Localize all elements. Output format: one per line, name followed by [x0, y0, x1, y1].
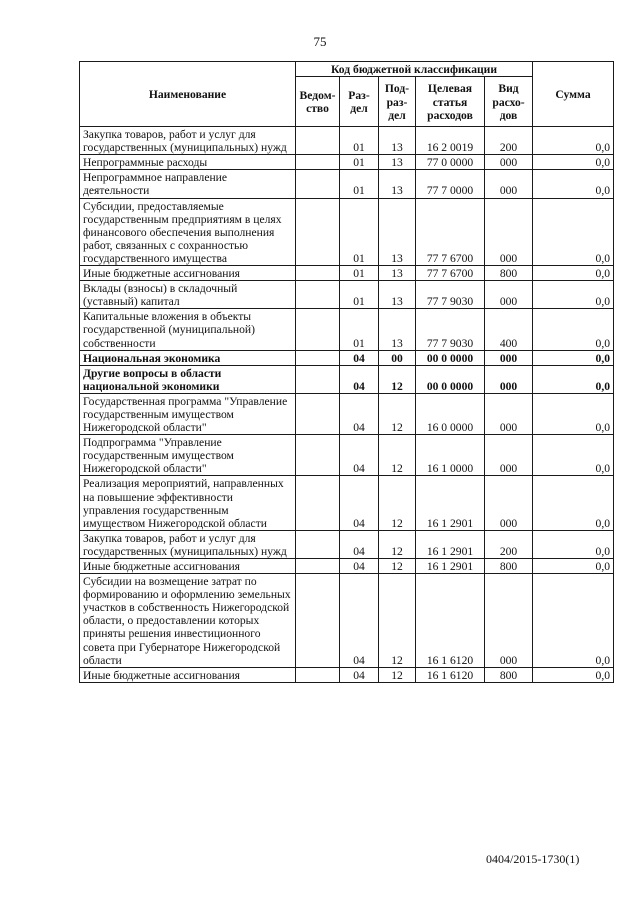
row-celevaya: 77 7 6700	[416, 198, 485, 265]
table-body	[80, 127, 614, 683]
row-podrazdel: 13	[379, 281, 416, 309]
table-row	[80, 198, 614, 265]
row-podrazdel: 13	[379, 127, 416, 155]
row-vid: 000	[485, 155, 533, 170]
row-vid: 200	[485, 127, 533, 155]
row-sum: 0,0	[533, 559, 614, 574]
table-row	[80, 574, 614, 668]
row-vid: 800	[485, 266, 533, 281]
row-podrazdel: 12	[379, 667, 416, 682]
row-name: Закупка товаров, работ и услуг для государственных (муниципальных) нужд	[80, 127, 296, 155]
table-row	[80, 350, 614, 365]
row-vid: 800	[485, 559, 533, 574]
row-vid: 400	[485, 309, 533, 350]
row-razdel: 04	[340, 476, 379, 530]
table-row	[80, 559, 614, 574]
header-sum: Сумма	[533, 62, 614, 127]
row-name: Иные бюджетные ассигнования	[80, 667, 296, 682]
row-razdel: 01	[340, 127, 379, 155]
row-sum: 0,0	[533, 476, 614, 530]
header-vedomstvo: Ведом-ство	[296, 77, 340, 127]
row-podrazdel: 12	[379, 530, 416, 558]
document-code: 0404/2015-1730(1)	[486, 852, 580, 866]
table-row	[80, 170, 614, 198]
row-sum: 0,0	[533, 574, 614, 668]
row-sum: 0,0	[533, 155, 614, 170]
row-vedomstvo	[296, 170, 340, 198]
page-number: 75	[313, 34, 327, 49]
row-vedomstvo	[296, 393, 340, 434]
row-podrazdel: 13	[379, 309, 416, 350]
row-vid: 000	[485, 365, 533, 393]
row-celevaya: 77 7 9030	[416, 281, 485, 309]
row-name: Вклады (взносы) в складочный (уставный) капитал	[80, 281, 296, 309]
row-vid: 000	[485, 281, 533, 309]
row-vid: 000	[485, 393, 533, 434]
row-name: Национальная экономика	[80, 350, 296, 365]
row-razdel: 04	[340, 530, 379, 558]
row-name: Подпрограмма "Управление государственным имуществом Нижегородской области"	[80, 435, 296, 476]
table-row	[80, 281, 614, 309]
row-sum: 0,0	[533, 127, 614, 155]
row-vedomstvo	[296, 476, 340, 530]
table-row	[80, 476, 614, 530]
row-vedomstvo	[296, 350, 340, 365]
row-razdel: 04	[340, 435, 379, 476]
row-celevaya: 16 2 0019	[416, 127, 485, 155]
row-vid: 000	[485, 198, 533, 265]
row-vedomstvo	[296, 155, 340, 170]
row-podrazdel: 00	[379, 350, 416, 365]
table-row	[80, 667, 614, 682]
row-celevaya: 16 0 0000	[416, 393, 485, 434]
row-sum: 0,0	[533, 198, 614, 265]
table-row	[80, 435, 614, 476]
table-row	[80, 309, 614, 350]
row-name: Иные бюджетные ассигнования	[80, 266, 296, 281]
row-sum: 0,0	[533, 365, 614, 393]
row-name: Иные бюджетные ассигнования	[80, 559, 296, 574]
row-vedomstvo	[296, 574, 340, 668]
table-row	[80, 365, 614, 393]
row-vedomstvo	[296, 365, 340, 393]
table-row	[80, 266, 614, 281]
row-sum: 0,0	[533, 281, 614, 309]
row-vid: 000	[485, 476, 533, 530]
row-razdel: 01	[340, 170, 379, 198]
row-vid: 200	[485, 530, 533, 558]
table-row	[80, 155, 614, 170]
row-celevaya: 77 0 0000	[416, 155, 485, 170]
row-sum: 0,0	[533, 393, 614, 434]
row-razdel: 01	[340, 155, 379, 170]
row-podrazdel: 13	[379, 170, 416, 198]
row-vid: 000	[485, 435, 533, 476]
header-celevaya: Целевая статья расходов	[416, 77, 485, 127]
row-vid: 000	[485, 170, 533, 198]
table-row	[80, 530, 614, 558]
row-razdel: 01	[340, 281, 379, 309]
table-row	[80, 393, 614, 434]
row-podrazdel: 13	[379, 155, 416, 170]
row-name: Государственная программа "Управление государственным имуществом Нижегородской области"	[80, 393, 296, 434]
row-vid: 000	[485, 574, 533, 668]
row-name: Реализация мероприятий, направленных на повышение эффективности управления государственным имуществом Нижегородской области	[80, 476, 296, 530]
row-vid: 000	[485, 350, 533, 365]
row-vedomstvo	[296, 530, 340, 558]
row-razdel: 04	[340, 365, 379, 393]
row-razdel: 01	[340, 266, 379, 281]
row-celevaya: 00 0 0000	[416, 350, 485, 365]
row-razdel: 04	[340, 667, 379, 682]
header-podrazdel: Под-раз-дел	[379, 77, 416, 127]
row-razdel: 01	[340, 198, 379, 265]
row-podrazdel: 13	[379, 198, 416, 265]
row-sum: 0,0	[533, 667, 614, 682]
row-sum: 0,0	[533, 309, 614, 350]
row-sum: 0,0	[533, 170, 614, 198]
row-celevaya: 16 1 2901	[416, 559, 485, 574]
row-sum: 0,0	[533, 435, 614, 476]
row-name: Закупка товаров, работ и услуг для государственных (муниципальных) нужд	[80, 530, 296, 558]
header-vid: Вид расхо-дов	[485, 77, 533, 127]
row-vedomstvo	[296, 309, 340, 350]
row-celevaya: 77 7 0000	[416, 170, 485, 198]
row-celevaya: 16 1 2901	[416, 476, 485, 530]
row-vedomstvo	[296, 435, 340, 476]
row-name: Субсидии на возмещение затрат по формированию и оформлению земельных участков в собственность Нижегородской области, о предоставлении которых приняты решения инвестиционного совета при Губернаторе Нижегородской области	[80, 574, 296, 668]
row-podrazdel: 12	[379, 435, 416, 476]
header-razdel: Раз-дел	[340, 77, 379, 127]
row-name: Капитальные вложения в объекты государственной (муниципальной) собственности	[80, 309, 296, 350]
row-vedomstvo	[296, 127, 340, 155]
row-podrazdel: 12	[379, 393, 416, 434]
row-podrazdel: 12	[379, 365, 416, 393]
row-celevaya: 16 1 6120	[416, 574, 485, 668]
row-sum: 0,0	[533, 350, 614, 365]
row-razdel: 01	[340, 309, 379, 350]
row-vedomstvo	[296, 667, 340, 682]
row-razdel: 04	[340, 350, 379, 365]
table-row	[80, 127, 614, 155]
row-celevaya: 16 1 2901	[416, 530, 485, 558]
row-celevaya: 16 1 6120	[416, 667, 485, 682]
row-celevaya: 16 1 0000	[416, 435, 485, 476]
row-vedomstvo	[296, 266, 340, 281]
row-razdel: 04	[340, 559, 379, 574]
row-podrazdel: 12	[379, 476, 416, 530]
row-vedomstvo	[296, 559, 340, 574]
row-razdel: 04	[340, 393, 379, 434]
row-name: Непрограммные расходы	[80, 155, 296, 170]
row-sum: 0,0	[533, 266, 614, 281]
row-podrazdel: 12	[379, 559, 416, 574]
row-vedomstvo	[296, 281, 340, 309]
row-vedomstvo	[296, 198, 340, 265]
header-classification-group: Код бюджетной классификации	[296, 62, 533, 77]
row-vid: 800	[485, 667, 533, 682]
budget-table	[79, 61, 614, 683]
row-sum: 0,0	[533, 530, 614, 558]
row-celevaya: 77 7 6700	[416, 266, 485, 281]
row-podrazdel: 13	[379, 266, 416, 281]
row-name: Другие вопросы в области национальной экономики	[80, 365, 296, 393]
row-celevaya: 77 7 9030	[416, 309, 485, 350]
row-podrazdel: 12	[379, 574, 416, 668]
row-celevaya: 00 0 0000	[416, 365, 485, 393]
row-razdel: 04	[340, 574, 379, 668]
row-name: Субсидии, предоставляемые государственным предприятиям в целях финансового обеспечения выполнения работ, связанных с сохранностью государственного имущества	[80, 198, 296, 265]
row-name: Непрограммное направление деятельности	[80, 170, 296, 198]
header-name: Наименование	[80, 62, 296, 127]
